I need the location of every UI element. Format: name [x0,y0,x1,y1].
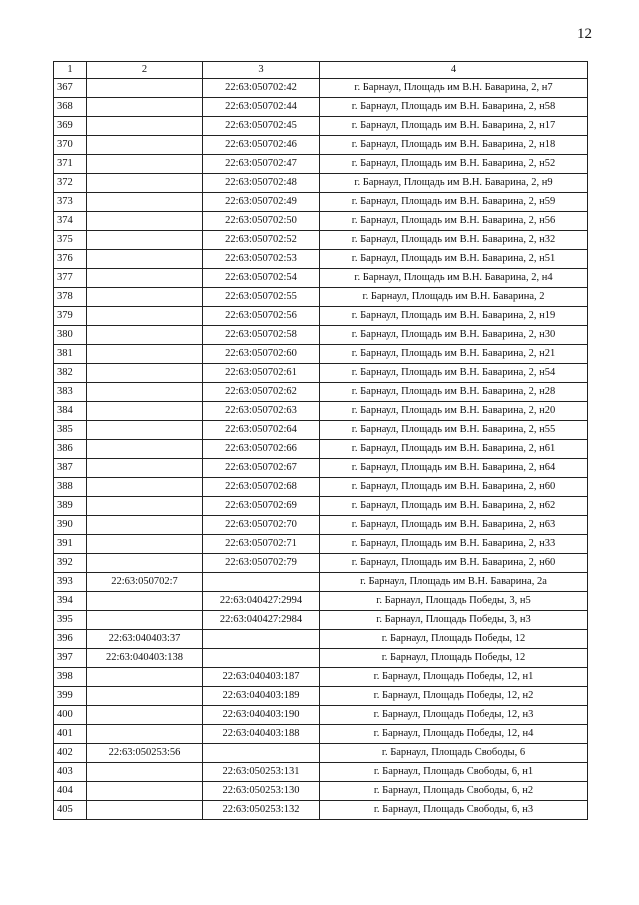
address-cell: г. Барнаул, Площадь им В.Н. Баварина, 2, н56 [320,212,588,231]
column-header-1: 1 [54,62,87,79]
table-row [54,554,588,573]
row-number-cell: 386 [54,440,87,459]
cadastral-number-land-cell [87,478,203,497]
table-row [54,307,588,326]
table-row [54,288,588,307]
row-number-cell: 394 [54,592,87,611]
row-number-cell: 400 [54,706,87,725]
row-number-cell: 393 [54,573,87,592]
row-number-cell: 376 [54,250,87,269]
cadastral-number-premises-cell: 22:63:050702:49 [203,193,320,212]
table-row [54,440,588,459]
cadastral-number-land-cell [87,98,203,117]
cadastral-number-premises-cell: 22:63:040403:189 [203,687,320,706]
table-row [54,117,588,136]
address-cell: г. Барнаул, Площадь Победы, 12 [320,649,588,668]
address-cell: г. Барнаул, Площадь Свободы, 6, н3 [320,801,588,820]
cadastral-number-land-cell [87,383,203,402]
table-row [54,630,588,649]
cadastral-number-premises-cell: 22:63:040403:188 [203,725,320,744]
row-number-cell: 368 [54,98,87,117]
address-cell: г. Барнаул, Площадь им В.Н. Баварина, 2 [320,288,588,307]
row-number-cell: 375 [54,231,87,250]
table-row [54,611,588,630]
cadastral-number-premises-cell [203,630,320,649]
table-row [54,459,588,478]
cadastral-number-premises-cell: 22:63:050702:66 [203,440,320,459]
cadastral-number-premises-cell: 22:63:050702:63 [203,402,320,421]
table-row [54,763,588,782]
table-row [54,326,588,345]
table-row [54,497,588,516]
table-row [54,592,588,611]
cadastral-number-premises-cell: 22:63:050702:48 [203,174,320,193]
address-cell: г. Барнаул, Площадь им В.Н. Баварина, 2, н58 [320,98,588,117]
cadastral-number-land-cell [87,269,203,288]
address-cell: г. Барнаул, Площадь им В.Н. Баварина, 2, н52 [320,155,588,174]
cadastral-number-premises-cell: 22:63:050702:54 [203,269,320,288]
cadastral-number-land-cell [87,782,203,801]
table-row [54,668,588,687]
row-number-cell: 383 [54,383,87,402]
table-row [54,250,588,269]
address-cell: г. Барнаул, Площадь им В.Н. Баварина, 2, н28 [320,383,588,402]
row-number-cell: 390 [54,516,87,535]
address-cell: г. Барнаул, Площадь им В.Н. Баварина, 2, н63 [320,516,588,535]
row-number-cell: 384 [54,402,87,421]
address-cell: г. Барнаул, Площадь им В.Н. Баварина, 2, н51 [320,250,588,269]
row-number-cell: 387 [54,459,87,478]
row-number-cell: 370 [54,136,87,155]
table-row [54,345,588,364]
table-row [54,402,588,421]
address-cell: г. Барнаул, Площадь им В.Н. Баварина, 2, н59 [320,193,588,212]
table-row [54,231,588,250]
cadastral-number-premises-cell: 22:63:050253:130 [203,782,320,801]
row-number-cell: 401 [54,725,87,744]
address-cell: г. Барнаул, Площадь им В.Н. Баварина, 2, н4 [320,269,588,288]
cadastral-number-land-cell [87,345,203,364]
table-row [54,98,588,117]
table-row [54,136,588,155]
row-number-cell: 395 [54,611,87,630]
cadastral-number-premises-cell: 22:63:050702:69 [203,497,320,516]
row-number-cell: 373 [54,193,87,212]
cadastral-number-land-cell [87,687,203,706]
address-cell: г. Барнаул, Площадь Победы, 12, н2 [320,687,588,706]
cadastral-number-premises-cell: 22:63:050702:71 [203,535,320,554]
cadastral-number-land-cell [87,212,203,231]
address-cell: г. Барнаул, Площадь им В.Н. Баварина, 2, н19 [320,307,588,326]
cadastral-number-land-cell: 22:63:040403:138 [87,649,203,668]
row-number-cell: 371 [54,155,87,174]
cadastral-number-land-cell [87,497,203,516]
address-cell: г. Барнаул, Площадь им В.Н. Баварина, 2, н20 [320,402,588,421]
cadastral-number-premises-cell [203,649,320,668]
address-cell: г. Барнаул, Площадь им В.Н. Баварина, 2, н55 [320,421,588,440]
address-cell: г. Барнаул, Площадь Победы, 12 [320,630,588,649]
row-number-cell: 397 [54,649,87,668]
cadastral-number-land-cell [87,611,203,630]
address-cell: г. Барнаул, Площадь им В.Н. Баварина, 2а [320,573,588,592]
row-number-cell: 398 [54,668,87,687]
header-row [54,62,588,79]
address-cell: г. Барнаул, Площадь им В.Н. Баварина, 2, н64 [320,459,588,478]
cadastral-number-land-cell [87,516,203,535]
cadastral-number-premises-cell: 22:63:040403:190 [203,706,320,725]
cadastral-number-premises-cell: 22:63:050702:64 [203,421,320,440]
table-row [54,212,588,231]
cadastral-number-land-cell [87,706,203,725]
cadastral-number-land-cell [87,801,203,820]
address-cell: г. Барнаул, Площадь им В.Н. Баварина, 2, н9 [320,174,588,193]
table-row [54,782,588,801]
cadastral-number-land-cell [87,402,203,421]
cadastral-number-land-cell [87,117,203,136]
table-row [54,174,588,193]
row-number-cell: 402 [54,744,87,763]
cadastral-number-premises-cell: 22:63:050702:47 [203,155,320,174]
cadastral-number-land-cell [87,459,203,478]
address-cell: г. Барнаул, Площадь им В.Н. Баварина, 2, н21 [320,345,588,364]
row-number-cell: 389 [54,497,87,516]
cadastral-number-land-cell [87,79,203,98]
row-number-cell: 374 [54,212,87,231]
row-number-cell: 381 [54,345,87,364]
cadastral-number-premises-cell: 22:63:050702:52 [203,231,320,250]
cadastral-number-land-cell [87,307,203,326]
property-registry-table [53,61,588,820]
table-row [54,573,588,592]
column-header-2: 2 [87,62,203,79]
table-body [54,79,588,820]
cadastral-number-land-cell [87,421,203,440]
column-header-4: 4 [320,62,588,79]
address-cell: г. Барнаул, Площадь им В.Н. Баварина, 2, н61 [320,440,588,459]
cadastral-number-premises-cell: 22:63:040427:2994 [203,592,320,611]
address-cell: г. Барнаул, Площадь им В.Н. Баварина, 2, н30 [320,326,588,345]
table-row [54,649,588,668]
row-number-cell: 367 [54,79,87,98]
table-row [54,421,588,440]
table-header [54,62,588,79]
table-row [54,725,588,744]
page-number: 12 [577,26,592,42]
cadastral-number-land-cell [87,668,203,687]
address-cell: г. Барнаул, Площадь им В.Н. Баварина, 2, н18 [320,136,588,155]
address-cell: г. Барнаул, Площадь им В.Н. Баварина, 2, н33 [320,535,588,554]
address-cell: г. Барнаул, Площадь Победы, 3, н5 [320,592,588,611]
row-number-cell: 405 [54,801,87,820]
row-number-cell: 385 [54,421,87,440]
column-header-3: 3 [203,62,320,79]
cadastral-number-land-cell [87,193,203,212]
cadastral-number-land-cell [87,136,203,155]
row-number-cell: 378 [54,288,87,307]
address-cell: г. Барнаул, Площадь им В.Н. Баварина, 2, н17 [320,117,588,136]
row-number-cell: 392 [54,554,87,573]
cadastral-number-land-cell [87,592,203,611]
cadastral-number-land-cell: 22:63:040403:37 [87,630,203,649]
table-row [54,478,588,497]
row-number-cell: 379 [54,307,87,326]
cadastral-number-premises-cell: 22:63:050702:58 [203,326,320,345]
cadastral-number-land-cell: 22:63:050253:56 [87,744,203,763]
table-row [54,535,588,554]
cadastral-number-premises-cell: 22:63:050702:45 [203,117,320,136]
address-cell: г. Барнаул, Площадь Свободы, 6, н1 [320,763,588,782]
address-cell: г. Барнаул, Площадь Победы, 12, н4 [320,725,588,744]
table-row [54,801,588,820]
cadastral-number-land-cell [87,440,203,459]
row-number-cell: 403 [54,763,87,782]
address-cell: г. Барнаул, Площадь им В.Н. Баварина, 2, н7 [320,79,588,98]
table-row [54,155,588,174]
row-number-cell: 380 [54,326,87,345]
cadastral-number-premises-cell: 22:63:050702:42 [203,79,320,98]
cadastral-number-premises-cell: 22:63:050702:62 [203,383,320,402]
address-cell: г. Барнаул, Площадь Свободы, 6, н2 [320,782,588,801]
cadastral-number-premises-cell: 22:63:050702:67 [203,459,320,478]
table-row [54,706,588,725]
address-cell: г. Барнаул, Площадь им В.Н. Баварина, 2, н54 [320,364,588,383]
cadastral-number-premises-cell: 22:63:050702:55 [203,288,320,307]
row-number-cell: 399 [54,687,87,706]
cadastral-number-premises-cell: 22:63:050702:79 [203,554,320,573]
cadastral-number-premises-cell: 22:63:040403:187 [203,668,320,687]
table-row [54,269,588,288]
address-cell: г. Барнаул, Площадь Свободы, 6 [320,744,588,763]
cadastral-number-land-cell [87,554,203,573]
cadastral-number-land-cell [87,250,203,269]
cadastral-number-premises-cell: 22:63:050702:70 [203,516,320,535]
cadastral-number-land-cell [87,535,203,554]
cadastral-number-premises-cell: 22:63:050702:44 [203,98,320,117]
cadastral-number-premises-cell: 22:63:050253:131 [203,763,320,782]
address-cell: г. Барнаул, Площадь им В.Н. Баварина, 2, н62 [320,497,588,516]
cadastral-number-premises-cell [203,744,320,763]
cadastral-number-land-cell [87,288,203,307]
table-row [54,364,588,383]
row-number-cell: 388 [54,478,87,497]
address-cell: г. Барнаул, Площадь им В.Н. Баварина, 2, н60 [320,554,588,573]
row-number-cell: 377 [54,269,87,288]
table-row [54,79,588,98]
cadastral-number-premises-cell: 22:63:050702:53 [203,250,320,269]
cadastral-number-premises-cell: 22:63:050702:60 [203,345,320,364]
address-cell: г. Барнаул, Площадь им В.Н. Баварина, 2, н32 [320,231,588,250]
cadastral-number-land-cell [87,174,203,193]
address-cell: г. Барнаул, Площадь им В.Н. Баварина, 2, н60 [320,478,588,497]
address-cell: г. Барнаул, Площадь Победы, 12, н1 [320,668,588,687]
cadastral-number-land-cell [87,763,203,782]
cadastral-number-premises-cell: 22:63:050702:68 [203,478,320,497]
cadastral-number-premises-cell: 22:63:050702:50 [203,212,320,231]
row-number-cell: 404 [54,782,87,801]
row-number-cell: 396 [54,630,87,649]
table-row [54,193,588,212]
cadastral-number-land-cell: 22:63:050702:7 [87,573,203,592]
cadastral-number-premises-cell: 22:63:050702:46 [203,136,320,155]
table-row [54,516,588,535]
row-number-cell: 369 [54,117,87,136]
cadastral-number-land-cell [87,364,203,383]
row-number-cell: 372 [54,174,87,193]
cadastral-number-land-cell [87,326,203,345]
cadastral-number-land-cell [87,231,203,250]
table-row [54,744,588,763]
row-number-cell: 382 [54,364,87,383]
cadastral-number-premises-cell [203,573,320,592]
cadastral-number-premises-cell: 22:63:050702:56 [203,307,320,326]
table-row [54,687,588,706]
cadastral-number-premises-cell: 22:63:050253:132 [203,801,320,820]
address-cell: г. Барнаул, Площадь Победы, 12, н3 [320,706,588,725]
row-number-cell: 391 [54,535,87,554]
cadastral-number-premises-cell: 22:63:050702:61 [203,364,320,383]
cadastral-number-premises-cell: 22:63:040427:2984 [203,611,320,630]
table-row [54,383,588,402]
cadastral-number-land-cell [87,155,203,174]
cadastral-number-land-cell [87,725,203,744]
address-cell: г. Барнаул, Площадь Победы, 3, н3 [320,611,588,630]
